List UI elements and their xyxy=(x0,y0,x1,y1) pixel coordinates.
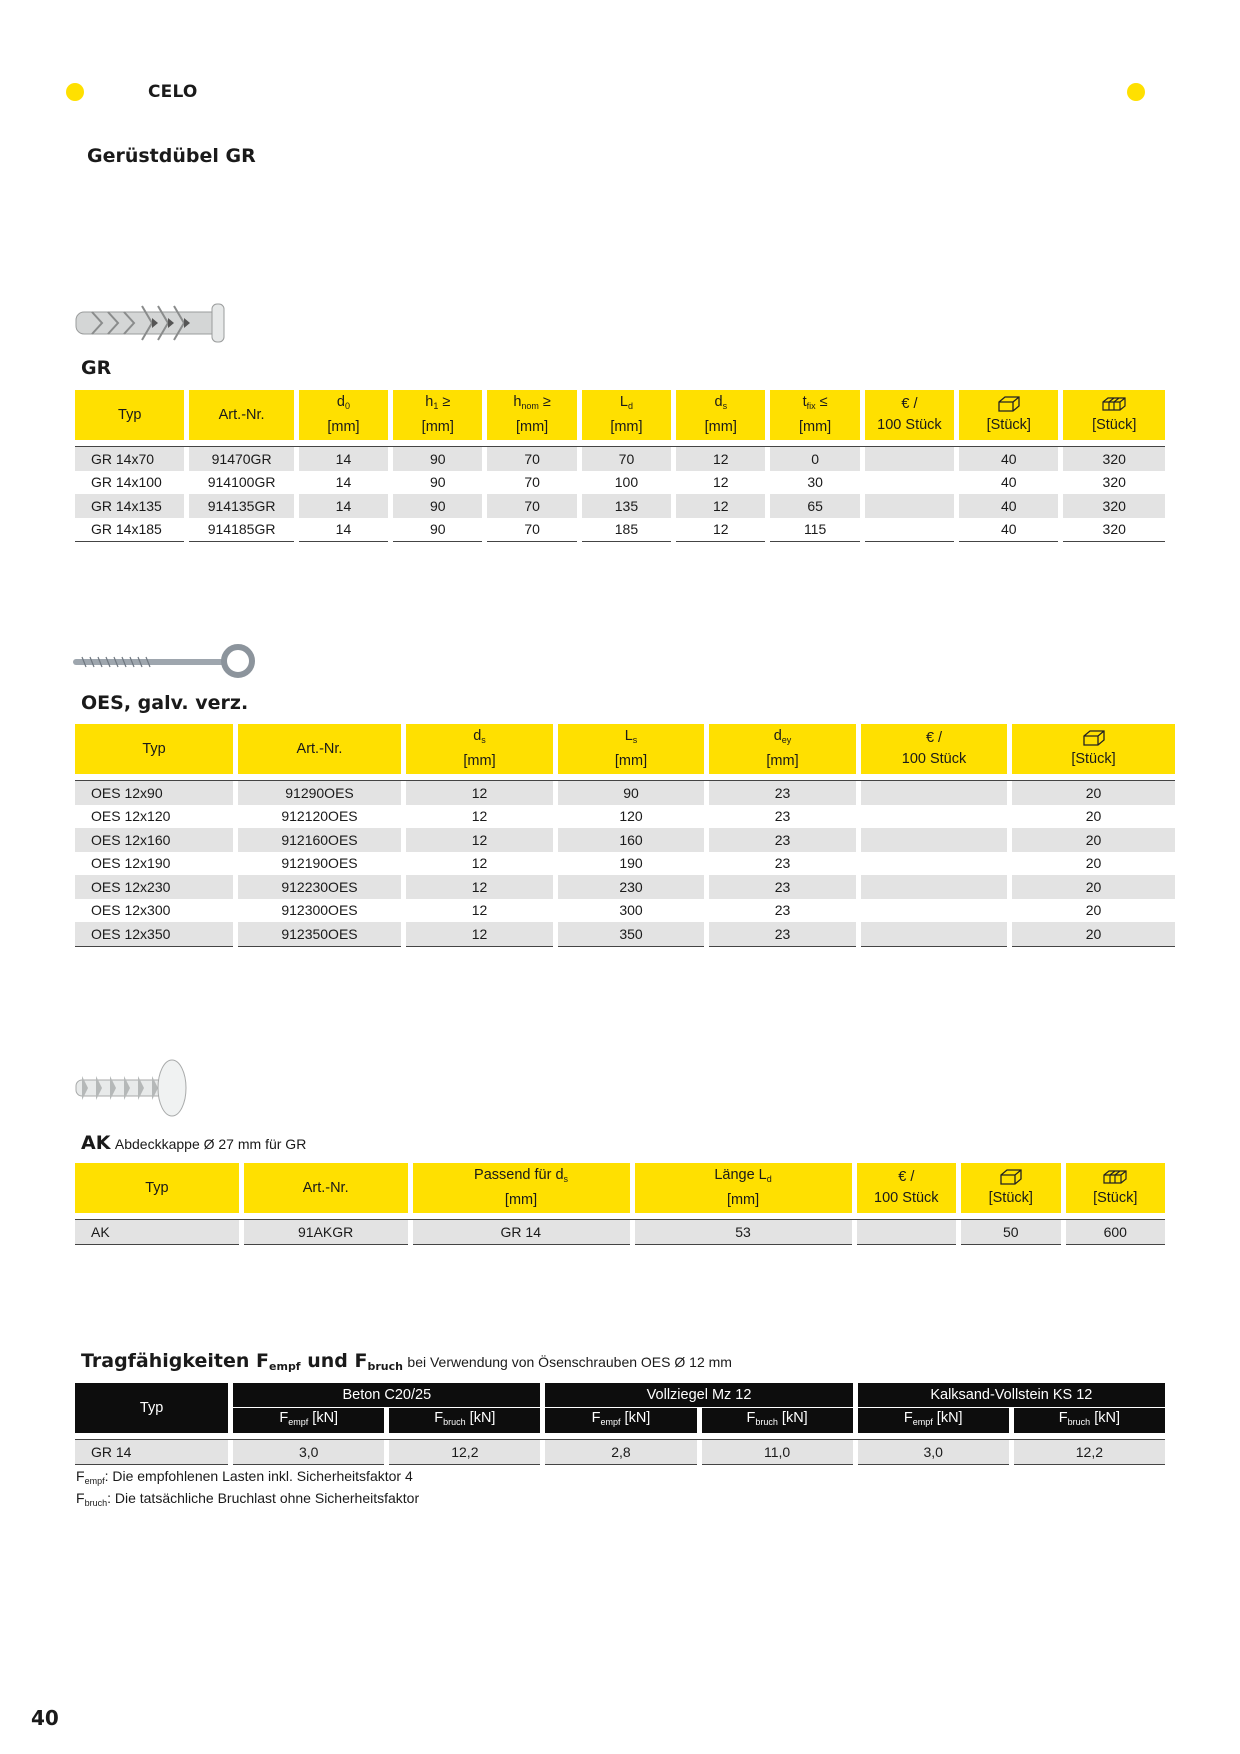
col-price: € / 100 Stück xyxy=(857,1163,956,1213)
brand-name: CELO xyxy=(148,82,198,102)
col-typ: Typ xyxy=(75,390,184,440)
footnote-f-bruch: $F_{bruch}$: Die tatsächliche Bruchlast ohne Sicherheitsfaktor xyxy=(76,1490,420,1508)
col-ls: $L_s$ [mm] xyxy=(558,724,704,774)
page-number: 40 xyxy=(31,1706,59,1730)
table-row: GR 14x100 914100GR 14 90 70 100 12 30 40 320 xyxy=(91,474,1126,491)
table-row: OES 12x120 912120OES 12 120 23 20 xyxy=(91,808,1102,825)
table-row: GR 14x185 914185GR 14 90 70 185 12 115 40 320 xyxy=(75,518,1165,543)
col-f-empf: $F_{empf}$ [kN] xyxy=(233,1408,384,1433)
col-length: Länge $L_d$ [mm] xyxy=(635,1163,852,1213)
col-typ: Typ xyxy=(75,724,233,774)
footnote-f-empf: $F_{empf}$: Die empfohlenen Lasten inkl. Sicherheitsfaktor 4 xyxy=(76,1468,413,1486)
col-typ: Typ xyxy=(75,1163,239,1213)
page-title: Gerüstdübel GR xyxy=(87,145,256,167)
gr-table xyxy=(70,390,1170,542)
ak-cap-image xyxy=(72,1058,192,1118)
col-price: € / 100 Stück xyxy=(861,724,1007,774)
table-row: OES 12x160 912160OES 12 160 23 20 xyxy=(75,828,1175,852)
multi-box-icon xyxy=(1101,395,1127,413)
ak-title: AK xyxy=(81,1132,111,1154)
col-pack: [Stück] xyxy=(961,1163,1060,1213)
col-fits: Passend für $d_s$ [mm] xyxy=(413,1163,630,1213)
gr-dowel-image xyxy=(72,298,232,346)
gr-section-title: GR xyxy=(81,357,112,379)
col-pack: [Stück] xyxy=(959,390,1058,440)
col-d0: $d_0$ [mm] xyxy=(299,390,388,440)
ak-section-title xyxy=(81,1132,306,1154)
col-tfix: $t_{fix}$ ≤ [mm] xyxy=(770,390,859,440)
table-row: OES 12x190 912190OES 12 190 23 20 xyxy=(91,855,1102,872)
ak-table xyxy=(70,1163,1170,1245)
table-row: OES 12x300 912300OES 12 300 23 20 xyxy=(91,902,1102,919)
header-dot-left xyxy=(66,83,84,101)
col-ds: $d_s$ [mm] xyxy=(406,724,553,774)
col-art-nr: Art.-Nr. xyxy=(238,724,401,774)
single-box-icon xyxy=(1082,729,1106,747)
col-f-empf: $F_{empf}$ [kN] xyxy=(545,1408,696,1433)
col-carton: [Stück] xyxy=(1063,390,1165,440)
table-row: GR 14 3,0 12,2 2,8 11,0 3,0 12,2 xyxy=(75,1440,1165,1465)
table-row: GR 14x135 914135GR 14 90 70 135 12 65 40 320 xyxy=(75,494,1165,518)
single-box-icon xyxy=(999,1168,1023,1186)
group-kalksand: Kalksand-Vollstein KS 12 xyxy=(858,1383,1165,1408)
col-h1: $h_1$ ≥ [mm] xyxy=(393,390,482,440)
col-f-bruch: $F_{bruch}$ [kN] xyxy=(702,1408,853,1433)
col-typ: Typ xyxy=(75,1383,228,1433)
group-beton: Beton C20/25 xyxy=(233,1383,540,1408)
col-ds: $d_s$ [mm] xyxy=(676,390,765,440)
table-row: OES 12x90 91290OES 12 90 23 20 xyxy=(75,781,1175,805)
group-vollziegel: Vollziegel Mz 12 xyxy=(545,1383,852,1408)
col-dey: $d_{ey}$ [mm] xyxy=(709,724,856,774)
multi-box-icon xyxy=(1102,1168,1128,1186)
table-row: AK 91AKGR GR 14 53 50 600 xyxy=(75,1220,1165,1245)
header-dot-right xyxy=(1127,83,1145,101)
load-section-title: Tragfähigkeiten $F_{empf}$ und $F_{bruch}$ bei Verwendung von Ösenschrauben OES Ø 12 mm xyxy=(81,1350,732,1373)
col-f-bruch: $F_{bruch}$ [kN] xyxy=(1014,1408,1165,1433)
oes-eye-screw-image xyxy=(72,640,262,682)
col-art-nr: Art.-Nr. xyxy=(244,1163,408,1213)
load-table xyxy=(70,1383,1170,1465)
col-f-bruch: $F_{bruch}$ [kN] xyxy=(389,1408,540,1433)
table-row: OES 12x230 912230OES 12 230 23 20 xyxy=(75,875,1175,899)
oes-table xyxy=(70,724,1180,947)
col-carton: [Stück] xyxy=(1066,1163,1166,1213)
col-ld: $L_d$ [mm] xyxy=(582,390,671,440)
col-pack: [Stück] xyxy=(1012,724,1175,774)
table-row: OES 12x350 912350OES 12 350 23 20 xyxy=(75,922,1175,947)
col-hnom: $h_{nom}$ ≥ [mm] xyxy=(487,390,576,440)
oes-section-title: OES, galv. verz. xyxy=(81,692,249,714)
ak-subtitle: Abdeckkappe Ø 27 mm für GR xyxy=(114,1136,307,1152)
col-art-nr: Art.-Nr. xyxy=(189,390,293,440)
col-f-empf: $F_{empf}$ [kN] xyxy=(858,1408,1009,1433)
table-row: GR 14x70 91470GR 14 90 70 70 12 0 40 320 xyxy=(75,447,1165,471)
col-price: € / 100 Stück xyxy=(865,390,954,440)
single-box-icon xyxy=(997,395,1021,413)
